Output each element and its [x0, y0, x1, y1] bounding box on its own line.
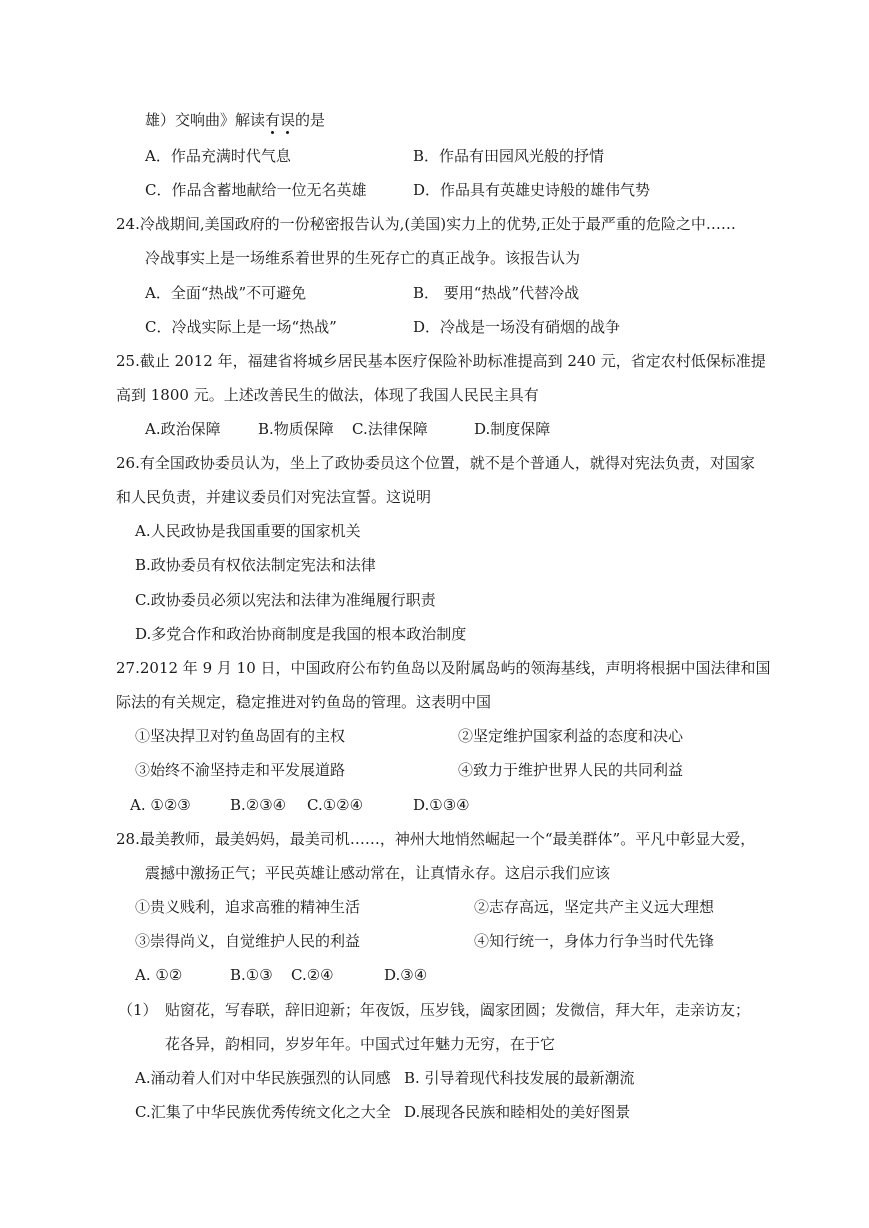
q24-option-a: A．全面“热战”不可避免 — [145, 284, 307, 302]
q23-stem — [145, 110, 325, 130]
q23-stem-pre: 雄）交响曲》解读 — [145, 111, 266, 129]
q23-option-b: B．作品有田园风光般的抒情 — [413, 147, 605, 165]
q27-statement-1: ①坚决捍卫对钓鱼岛固有的主权 — [135, 727, 346, 745]
q27-statement-4: ④致力于维护世界人民的共同利益 — [458, 761, 684, 779]
q25-option-d: D.制度保障 — [474, 420, 551, 438]
q23-stem-post: 的是 — [295, 111, 326, 129]
q27-option-a: A. ①②③ — [130, 796, 191, 814]
q28-stem-line1: 28.最美教师，最美妈妈，最美司机……，神州大地悄然崛起一个“最美群体”。平凡中彰显大爱， — [116, 830, 756, 848]
q29-option-c: C.汇集了中华民族优秀传统文化之大全 — [135, 1103, 391, 1121]
q25-stem-line1: 25.截止 2012 年，福建省将城乡居民基本医疗保险补助标准提高到 240 元，省定农村低保标准提 — [116, 352, 766, 370]
q29-option-d: D.展现各民族和睦相处的美好图景 — [404, 1103, 631, 1121]
q24-option-d: D．冷战是一场没有硝烟的战争 — [413, 318, 621, 336]
q24-option-c: C．冷战实际上是一场“热战” — [145, 318, 337, 336]
q28-statement-4: ④知行统一，身体力行争当时代先锋 — [474, 932, 715, 950]
q25-option-a: A.政治保障 — [145, 420, 221, 438]
q25-option-b: B.物质保障 — [258, 420, 334, 438]
q29-option-a: A.涌动着人们对中华民族强烈的认同感 — [135, 1069, 391, 1087]
q23-emphasis-2: 误 — [280, 111, 296, 129]
q27-statement-3: ③始终不渝坚持走和平发展道路 — [135, 761, 346, 779]
q29-stem-line2: 花各异，韵相同，岁岁年年。中国式过年魅力无穷，在于它 — [165, 1035, 556, 1053]
q28-statement-1: ①贵义贱利，追求高雅的精神生活 — [135, 898, 361, 916]
q23-option-c: C．作品含蓄地献给一位无名英雄 — [145, 181, 367, 199]
q26-stem-line2: 和人民负责，并建议委员们对宪法宣誓。这说明 — [116, 488, 432, 506]
q27-stem-line1: 27.2012 年 9 月 10 日，中国政府公布钓鱼岛以及附属岛屿的领海基线，声明将根据中国法律和国 — [116, 659, 771, 677]
q26-option-a: A.人民政协是我国重要的国家机关 — [135, 522, 361, 540]
q28-option-c: C.②④ — [291, 966, 334, 984]
q23-option-a: A．作品充满时代气息 — [145, 147, 291, 165]
q26-option-d: D.多党合作和政治协商制度是我国的根本政治制度 — [135, 625, 467, 643]
q23-emphasis-1: 有 — [265, 111, 281, 129]
q28-statement-3: ③崇得尚义，自觉维护人民的利益 — [135, 932, 361, 950]
q27-option-c: C.①②④ — [307, 796, 364, 814]
q28-option-a: A. ①② — [135, 966, 183, 984]
q26-stem-line1: 26.有全国政协委员认为，坐上了政协委员这个位置，就不是个普通人，就得对宪法负责，对国家 — [116, 454, 755, 472]
q24-stem-line1: 24.冷战期间,美国政府的一份秘密报告认为,(美国)实力上的优势,正处于最严重的危险之中…… — [116, 215, 736, 233]
q28-option-b: B.①③ — [230, 966, 273, 984]
q28-option-d: D.③④ — [384, 966, 428, 984]
q24-option-b: B． 要用“热战”代替冷战 — [413, 284, 580, 302]
q24-stem-line2: 冷战事实上是一场维系着世界的生死存亡的真正战争。该报告认为 — [145, 249, 581, 267]
q27-option-b: B.②③④ — [230, 796, 287, 814]
q25-stem-line2: 高到 1800 元。上述改善民生的做法，体现了我国人民民主具有 — [116, 386, 539, 404]
q28-stem-line2: 震撼中激扬正气；平民英雄让感动常在，让真情永存。这启示我们应该 — [145, 864, 611, 882]
q27-statement-2: ②坚定维护国家利益的态度和决心 — [458, 727, 684, 745]
q29-stem-line1: 贴窗花，写春联，辞旧迎新；年夜饭，压岁钱，阖家团圆；发微信，拜大年，走亲访友； — [165, 1001, 751, 1019]
q25-option-c: C.法律保障 — [352, 420, 428, 438]
q28-statement-2: ②志存高远，坚定共产主义远大理想 — [474, 898, 715, 916]
q29-number: （1） — [118, 1001, 158, 1019]
q26-option-b: B.政协委员有权依法制定宪法和法律 — [135, 556, 376, 574]
q27-stem-line2: 际法的有关规定，稳定推进对钓鱼岛的管理。这表明中国 — [116, 693, 492, 711]
q26-option-c: C.政协委员必须以宪法和法律为准绳履行职责 — [135, 591, 436, 609]
q29-option-b: B. 引导着现代科技发展的最新潮流 — [404, 1069, 635, 1087]
q27-option-d: D.①③④ — [413, 796, 470, 814]
q23-option-d: D．作品具有英雄史诗般的雄伟气势 — [413, 181, 651, 199]
